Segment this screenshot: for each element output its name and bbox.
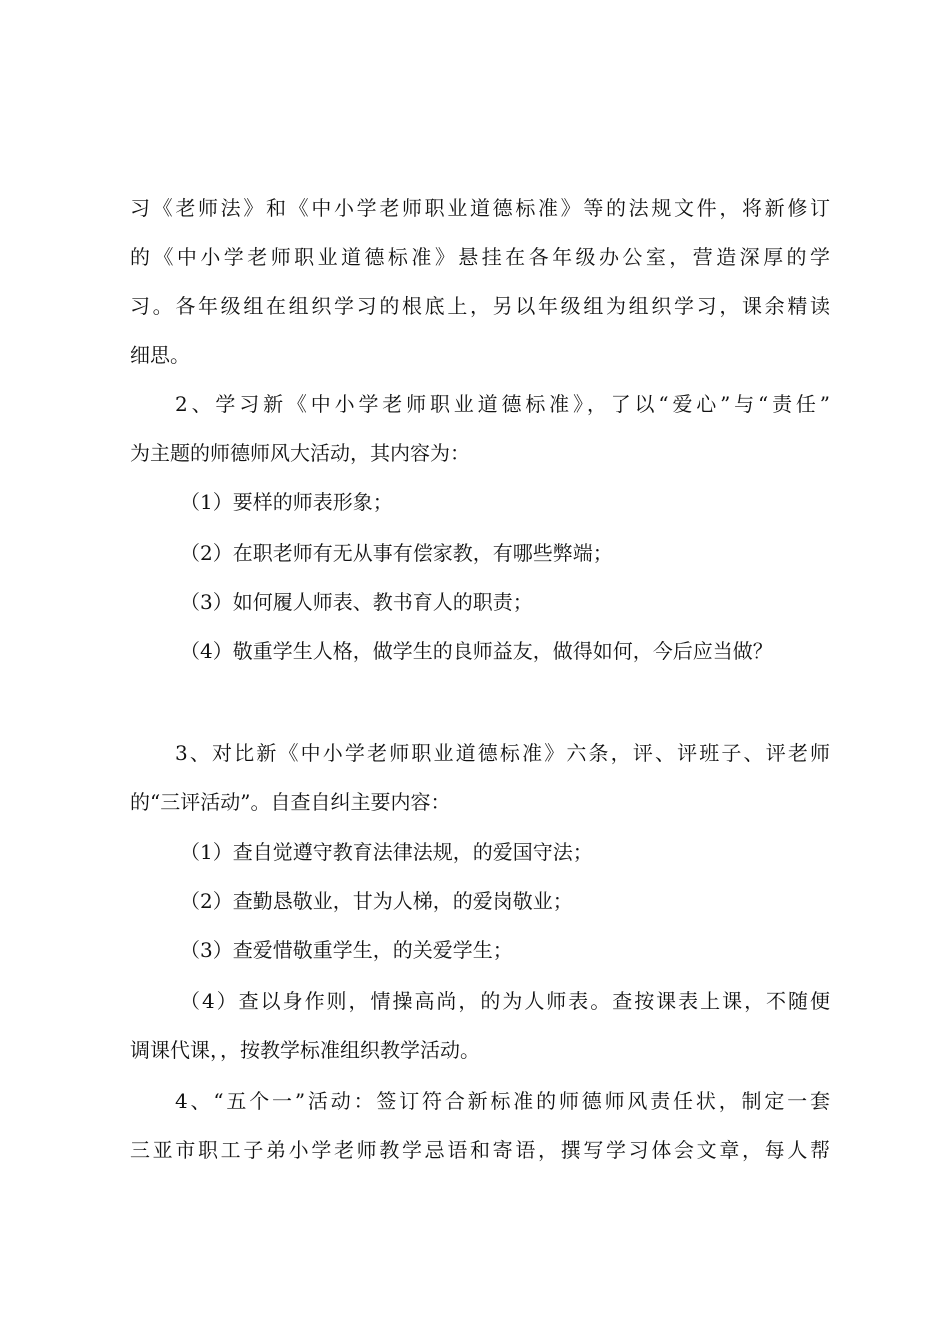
paragraph-line: 为主题的师德师风大活动，其内容为： bbox=[130, 441, 470, 465]
paragraph-line: 习《老师法》和《中小学老师职业道德标准》等的法规文件，将新修订 bbox=[130, 196, 830, 220]
paragraph-line: 调课代课，，按教学标准组织教学活动。 bbox=[130, 1038, 480, 1062]
list-item: （3）查爱惜敬重学生，的关爱学生； bbox=[180, 938, 513, 962]
list-item: （2）查勤恳敬业，甘为人梯，的爱岗敬业； bbox=[180, 889, 573, 913]
list-item: （4）敬重学生人格，做学生的良师益友，做得如何，今后应当做？ bbox=[180, 639, 773, 663]
list-item: （2）在职老师有无从事有偿家教，有哪些弊端； bbox=[180, 541, 613, 565]
paragraph-line: 三亚市职工子弟小学老师教学忌语和寄语，撰写学习体会文章，每人帮 bbox=[130, 1138, 830, 1162]
list-item: （4）查以身作则，情操高尚，的为人师表。查按课表上课，不随便 bbox=[180, 989, 830, 1013]
paragraph-line: 2、学习新《中小学老师职业道德标准》，了以“爱心”与“责任” bbox=[175, 392, 830, 416]
list-item: （1）要样的师表形象； bbox=[180, 490, 393, 514]
paragraph-line: 的《中小学老师职业道德标准》悬挂在各年级办公室，营造深厚的学 bbox=[130, 245, 830, 269]
list-item: （3）如何履人师表、教书育人的职责； bbox=[180, 590, 533, 614]
paragraph-line: 的“三评活动”。自查自纠主要内容： bbox=[130, 790, 451, 814]
list-item: （1）查自觉遵守教育法律法规，的爱国守法； bbox=[180, 840, 593, 864]
paragraph-line: 细思。 bbox=[130, 343, 190, 367]
paragraph-line: 习。各年级组在组织学习的根底上，另以年级组为组织学习，课余精读 bbox=[130, 294, 830, 318]
paragraph-line: 4、“五个一”活动：签订符合新标准的师德师风责任状，制定一套 bbox=[175, 1089, 830, 1113]
paragraph-line: 3、对比新《中小学老师职业道德标准》六条，评、评班子、评老师 bbox=[175, 741, 830, 765]
